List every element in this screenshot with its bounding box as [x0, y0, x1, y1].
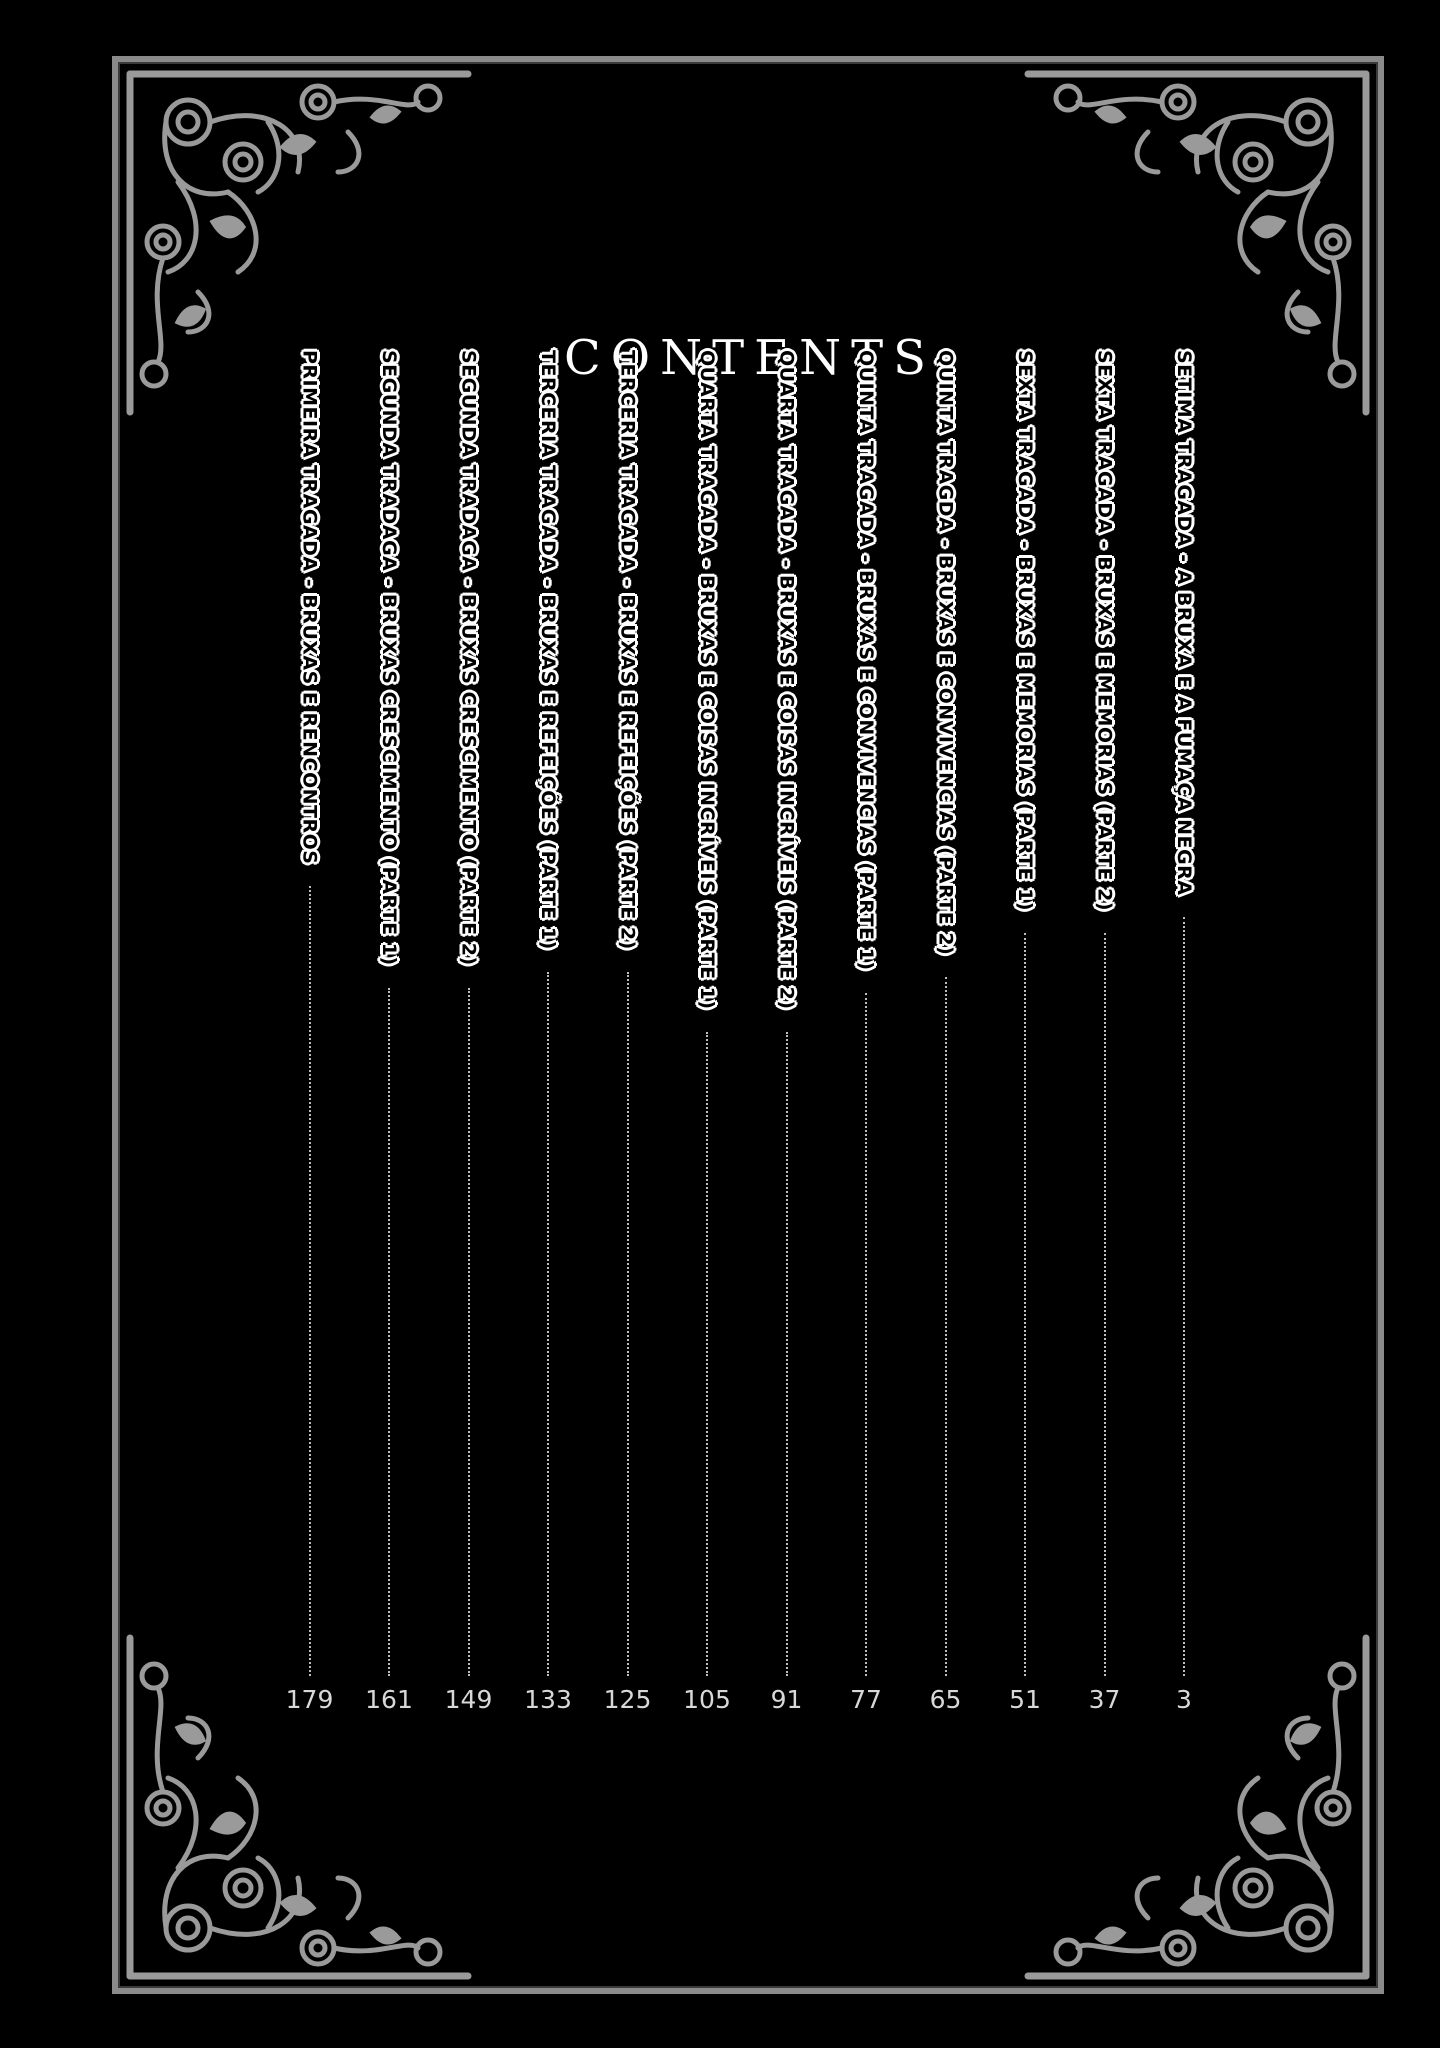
toc-entry-page-number: 105 — [683, 1685, 731, 1714]
toc-entry-title: TERCERIA TRAGADA - BRUXAS E REFEIÇÕES (PARTE 1) — [537, 350, 559, 950]
toc-entry-title: SEXTA TRAGADA - BRUXAS E MEMORIAS (PARTE 2) — [1093, 350, 1116, 912]
toc-entry[interactable] — [359, 350, 419, 1720]
toc-entry-page-number: 125 — [603, 1685, 652, 1714]
toc-dot-leader — [865, 993, 867, 1676]
toc-dot-leader — [1183, 917, 1185, 1676]
toc-entry[interactable] — [677, 350, 737, 1720]
toc-entry-page-number: 3 — [1176, 1685, 1192, 1714]
toc-entry-title: QUARTA TRAGADA - BRUXAS E COISAS INCRÍVEIS (PARTE 2) — [775, 350, 798, 1010]
toc-entry[interactable] — [439, 350, 499, 1720]
toc-entry-title: PRIMEIRA TRAGADA - BRUXAS E RENCONTROS — [298, 350, 321, 865]
toc-entry-title: TERCERIA TRAGADA - BRUXAS E REFEIÇÕES (PARTE 2) — [616, 350, 639, 950]
toc-entry[interactable] — [836, 350, 896, 1720]
toc-entry-title: SEGUNDA TRADAGA - BRUXAS CRESCIMENTO (PARTE 1) — [378, 350, 400, 966]
toc-dot-leader — [1104, 933, 1106, 1676]
toc-entry[interactable] — [916, 350, 976, 1720]
toc-entry-page-number: 133 — [524, 1685, 572, 1714]
toc-entry-title: QUARTA TRAGADA - BRUXAS E COISAS INCRÍVEIS (PARTE 1) — [696, 350, 718, 1010]
toc-entry-page-number: 37 — [1088, 1685, 1121, 1714]
toc-entry-title: SEXTA TRAGADA - BRUXAS E MEMORIAS (PARTE 1) — [1014, 350, 1036, 912]
toc-dot-leader — [309, 886, 311, 1676]
toc-entry-page-number: 91 — [770, 1685, 803, 1714]
toc-entry[interactable] — [518, 350, 578, 1720]
toc-dot-leader — [547, 972, 549, 1676]
toc-entry[interactable] — [757, 350, 817, 1720]
toc-entry-page-number: 65 — [929, 1685, 962, 1714]
toc-entry-page-number: 179 — [285, 1685, 334, 1714]
toc-entry-page-number: 77 — [850, 1685, 882, 1714]
toc-entry[interactable] — [1075, 350, 1135, 1720]
toc-dot-leader — [1024, 933, 1026, 1676]
toc-entry[interactable] — [598, 350, 658, 1720]
toc-entry[interactable] — [995, 350, 1055, 1720]
toc-dot-leader — [945, 977, 947, 1676]
toc-dot-leader — [468, 988, 470, 1676]
toc-entry-page-number: 149 — [444, 1685, 493, 1714]
toc-dot-leader — [786, 1032, 788, 1676]
toc-entry[interactable] — [280, 350, 340, 1720]
toc-entry-title: SEGUNDA TRADAGA - BRUXAS CRESCIMENTO (PARTE 2) — [457, 350, 480, 966]
toc-entry-page-number: 51 — [1009, 1685, 1041, 1714]
toc-dot-leader — [388, 988, 390, 1676]
toc-entry[interactable] — [1154, 350, 1214, 1720]
toc-entry-page-number: 161 — [365, 1685, 413, 1714]
toc-entry-title: SETIMA TRAGADA - A BRUXA E A FUMAÇA NEGRA — [1173, 350, 1195, 896]
contents-title: CONTENTS — [563, 330, 937, 386]
toc-entry-title: QUINTA TRAGDA - BRUXAS E CONVIVENCIAS (PARTE 2) — [934, 350, 957, 956]
toc-dot-leader — [706, 1032, 708, 1676]
toc-dot-leader — [627, 972, 629, 1676]
toc-entry-title: QUINTA TRAGADA - BRUXAS E CONVIVENCIAS (PARTE 1) — [855, 350, 877, 971]
